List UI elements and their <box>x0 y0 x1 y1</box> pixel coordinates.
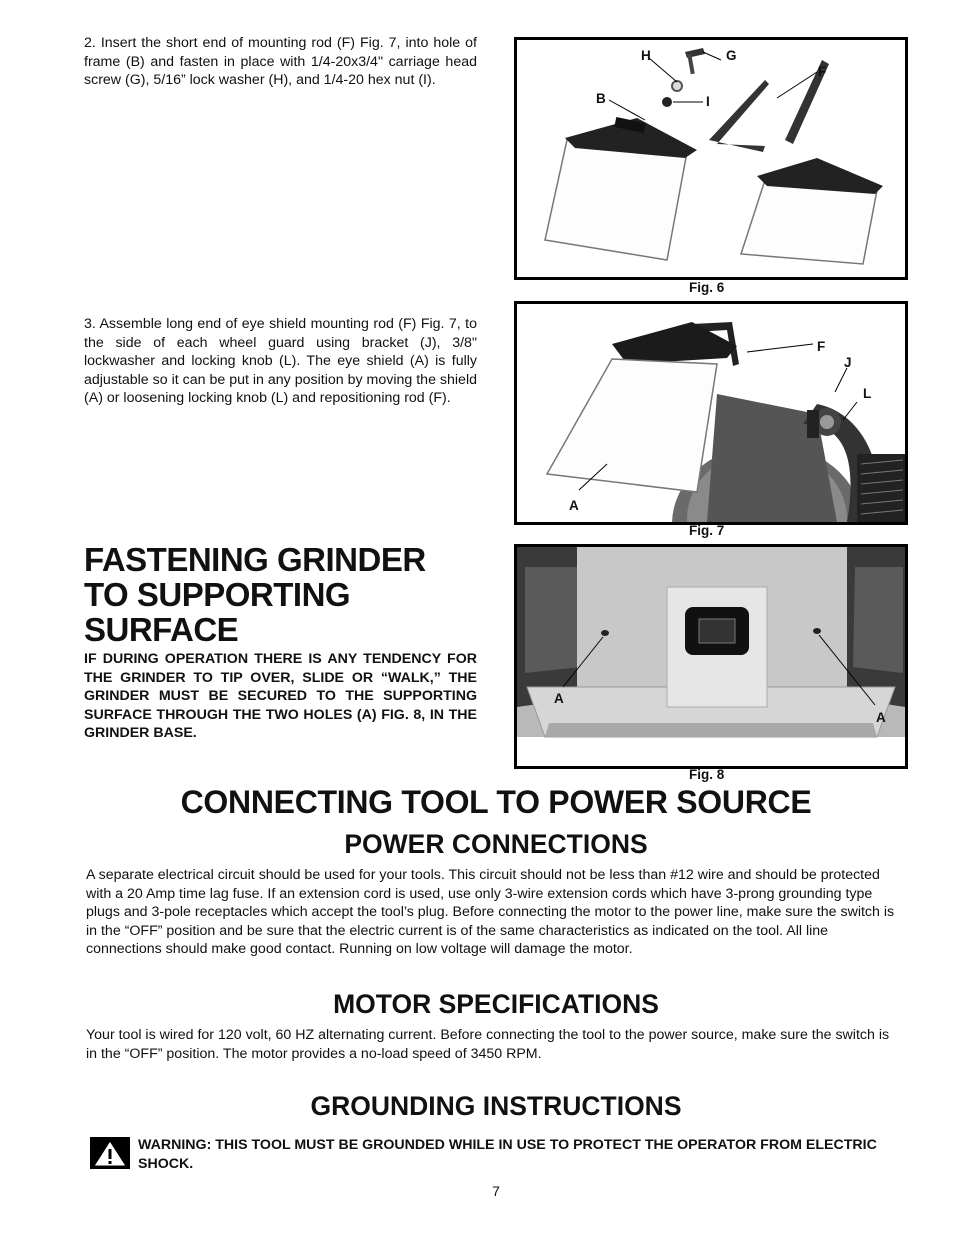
power-connections-title: POWER CONNECTIONS <box>344 829 648 859</box>
fastening-title <box>84 542 504 647</box>
motor-specifications-title: MOTOR SPECIFICATIONS <box>333 989 659 1019</box>
grounding-warning: WARNING: THIS TOOL MUST BE GROUNDED WHILE IN USE TO PROTECT THE OPERATOR FROM ELECTRIC SHOCK. <box>138 1137 877 1172</box>
connecting-title: CONNECTING TOOL TO POWER SOURCE <box>180 784 812 820</box>
fastening-title-line-1: FASTENING GRINDER <box>84 541 426 578</box>
power-connections-text: A separate electrical circuit should be used for your tools. This circuit should not be less than #12 wire and should be protected with a 20 Amp time lag fuse. If an extension cord is used, use only 3-wire extension cords which have 3-prong grounding type plugs and 3-pole receptacles which accept the tool’s plug. Before connecting the motor to the power line, make sure the switch is in the “OFF” position and be sure that the electric current is of the same characteristics as indicated on the tool. All line connections should make good contact. Running on low voltage will damage the motor. <box>86 867 895 958</box>
figure-7 <box>514 301 908 525</box>
figure-6 <box>514 37 908 280</box>
step-2-text: 2. Insert the short end of mounting rod (F) Fig. 7, into hole of frame (B) and fasten in place with 1/4-20x3/4" carriage head screw (G), 5/16” lock washer (H), and 1/4-20 hex nut (I). <box>84 35 477 89</box>
fig-7-label-j: J <box>844 355 852 370</box>
fig-7-label-l: L <box>863 386 872 401</box>
fig-8-label-a-right: A <box>876 710 886 725</box>
fastening-title-line-3: SURFACE <box>84 611 239 648</box>
fig-7-caption: Fig. 7 <box>689 523 725 538</box>
fig-7-label-a: A <box>569 498 579 513</box>
fastening-title-line-2: TO SUPPORTING <box>84 576 351 613</box>
fig-6-caption: Fig. 6 <box>689 280 725 295</box>
fig-6-label-b: B <box>596 91 606 106</box>
fig-8-caption: Fig. 8 <box>689 767 725 782</box>
fastening-warning: IF DURING OPERATION THERE IS ANY TENDENCY FOR THE GRINDER TO TIP OVER, SLIDE OR “WALK,” THE GRINDER MUST BE SECURED TO THE SUPPORTING SURFACE THROUGH THE TWO HOLES (A) FIG. 8, IN THE GRINDER BASE. <box>84 651 477 742</box>
fig-6-illustration <box>517 40 905 277</box>
motor-specifications-text: Your tool is wired for 120 volt, 60 HZ alternating current. Before connecting the tool to the power source, make sure the switch is in the “OFF” position. The motor provides a no-load speed of 3450 RPM. <box>86 1027 890 1062</box>
grounding-instructions-title: GROUNDING INSTRUCTIONS <box>310 1091 682 1121</box>
fig-6-label-f: F <box>818 64 827 79</box>
fig-6-label-h: H <box>641 48 651 63</box>
fig-6-label-i: I <box>706 94 710 109</box>
page-number: 7 <box>492 1183 500 1199</box>
fig-7-illustration <box>517 304 905 522</box>
fig-7-label-f: F <box>817 339 826 354</box>
warning-triangle-icon <box>90 1137 130 1169</box>
fig-6-label-g: G <box>726 48 737 63</box>
step-3-text: 3. Assemble long end of eye shield mounting rod (F) Fig. 7, to the side of each wheel guard using bracket (J), 3/8" lockwasher and locking knob (L). The eye shield (A) is fully adjustable so it can be put in any position by moving the shield (A) or loosening locking knob (L) and repositioning rod (F). <box>84 316 477 407</box>
fig-8-illustration <box>517 547 905 766</box>
fig-8-label-a-left: A <box>554 691 564 706</box>
figure-8 <box>514 544 908 769</box>
